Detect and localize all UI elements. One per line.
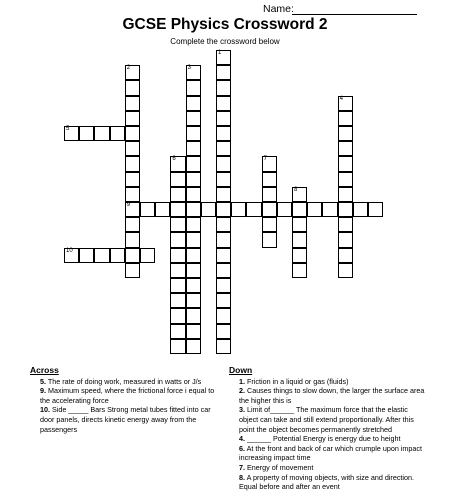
grid-cell[interactable] [186,172,201,187]
clue-text: Maximum speed, where the frictional force i equal to the accelerating force [40,386,215,405]
grid-cell[interactable] [292,187,307,202]
down-heading: Down [229,365,253,375]
grid-cell[interactable] [338,248,353,263]
grid-cell[interactable] [353,202,368,217]
grid-cell[interactable] [262,172,277,187]
grid-cell[interactable] [262,156,277,171]
grid-cell[interactable] [94,248,109,263]
clue-number-label: 10 [66,247,73,254]
grid-cell[interactable] [292,202,307,217]
grid-cell[interactable] [307,202,322,217]
grid-cell[interactable] [79,248,94,263]
down-clue [229,377,429,387]
grid-cell[interactable] [170,308,185,323]
down-clue [229,473,429,492]
clue-number-label: 7 [263,156,267,163]
grid-cell[interactable] [338,126,353,141]
grid-cell[interactable] [125,217,140,232]
grid-cell[interactable] [216,293,231,308]
grid-cell[interactable] [170,278,185,293]
name-label: Name: [263,3,294,15]
clue-number-label: 8 [294,186,298,193]
grid-cell[interactable] [216,217,231,232]
grid-cell[interactable] [64,126,79,141]
clue-text: ______ Potential Energy is energy due to height [247,434,401,444]
grid-cell[interactable] [201,202,216,217]
grid-cell[interactable] [125,111,140,126]
grid-cell[interactable] [125,96,140,111]
grid-cell[interactable] [186,187,201,202]
grid-cell[interactable] [125,141,140,156]
grid-cell[interactable] [262,202,277,217]
across-clue [30,405,215,434]
clue-number-label: 5 [66,126,70,132]
grid-cell[interactable] [292,217,307,232]
down-clues [229,366,429,492]
grid-cell[interactable] [322,202,337,217]
grid-cell[interactable] [186,308,201,323]
grid-cell[interactable] [277,202,292,217]
grid-cell[interactable] [216,111,231,126]
grid-cell[interactable] [170,156,185,171]
grid-cell[interactable] [140,202,155,217]
clue-number: 1. [239,376,245,386]
grid-cell[interactable] [125,232,140,247]
clue-number: 8. [239,472,245,482]
grid-cell[interactable] [110,126,125,141]
grid-cell[interactable] [170,172,185,187]
across-clues [30,366,215,434]
clue-text: Limit of______ The maximum force that the elastic object can take and still extend proportionally. After this point the object becomes permanently stretched [239,405,414,434]
grid-cell[interactable] [338,141,353,156]
grid-cell[interactable] [216,278,231,293]
clue-text: Energy of movement [247,462,314,472]
grid-cell[interactable] [125,263,140,278]
grid-cell[interactable] [338,217,353,232]
grid-cell[interactable] [125,202,140,217]
grid-cell[interactable] [186,65,201,80]
grid-cell[interactable] [170,187,185,202]
clue-number: 7. [239,462,245,472]
grid-cell[interactable] [262,187,277,202]
grid-cell[interactable] [216,96,231,111]
grid-cell[interactable] [186,278,201,293]
grid-cell[interactable] [186,217,201,232]
across-clue [30,377,215,387]
grid-cell[interactable] [186,324,201,339]
clue-number-label: 4 [339,95,343,102]
grid-cell[interactable] [338,263,353,278]
grid-cell[interactable] [110,248,125,263]
grid-cell[interactable] [125,126,140,141]
across-heading: Across [30,365,59,375]
grid-cell[interactable] [262,217,277,232]
clue-number-label: 6 [172,156,176,163]
clue-number: 6. [239,443,245,453]
down-clue [229,434,429,444]
grid-cell[interactable] [216,339,231,354]
grid-cell[interactable] [125,156,140,171]
grid-cell[interactable] [262,232,277,247]
clue-number: 3. [239,405,245,415]
grid-cell[interactable] [170,324,185,339]
clue-number-label: 9 [126,202,131,208]
down-clue [229,386,429,405]
grid-cell[interactable] [186,232,201,247]
clue-text: Side _____ Bars Strong metal tubes fitted into car door panels, directs kinetic energy away from the passengers [40,405,211,434]
clue-text: A property of moving objects, with size and direction. Equal before and after an event [239,472,415,492]
clue-number: 10. [40,405,50,415]
grid-cell[interactable] [216,248,231,263]
grid-cell[interactable] [155,202,170,217]
grid-cell[interactable] [216,141,231,156]
grid-cell[interactable] [216,308,231,323]
grid-cell[interactable] [170,248,185,263]
clue-text: Causes things to slow down, the larger the surface area the higher this is [239,386,425,405]
grid-cell[interactable] [368,202,383,217]
grid-cell[interactable] [94,126,109,141]
clue-text: The rate of doing work, measured in watts or J/s [47,376,202,386]
grid-cell[interactable] [186,263,201,278]
grid-cell[interactable] [216,50,231,65]
grid-cell[interactable] [216,232,231,247]
grid-cell[interactable] [216,263,231,278]
grid-cell[interactable] [338,202,353,217]
grid-cell[interactable] [338,172,353,187]
clue-number-label: 3 [187,65,191,72]
page-title: GCSE Physics Crossword 2 [122,16,328,33]
grid-cell[interactable] [216,126,231,141]
grid-cell[interactable] [338,111,353,126]
clue-number-label: 1 [218,50,222,56]
grid-cell[interactable] [125,65,140,80]
grid-cell[interactable] [186,202,201,217]
grid-cell[interactable] [170,293,185,308]
grid-cell[interactable] [125,80,140,95]
down-clue [229,405,429,434]
clue-number: 9. [40,386,46,396]
grid-cell[interactable] [64,248,79,263]
down-clue [229,444,429,463]
grid-cell[interactable] [292,232,307,247]
grid-cell[interactable] [170,339,185,354]
grid-cell[interactable] [170,232,185,247]
grid-cell[interactable] [216,156,231,171]
grid-cell[interactable] [186,111,201,126]
clue-number: 4. [239,434,245,444]
clue-number-label: 2 [126,65,131,72]
grid-cell[interactable] [231,202,246,217]
grid-cell[interactable] [216,202,231,217]
grid-cell[interactable] [186,339,201,354]
grid-cell[interactable] [216,324,231,339]
grid-cell[interactable] [216,187,231,202]
grid-cell[interactable] [186,141,201,156]
clue-number: 5. [40,376,46,386]
grid-cell[interactable] [186,156,201,171]
grid-cell[interactable] [170,263,185,278]
clue-text: At the front and back of car which crumple upon impact increasing impact time [239,443,422,463]
grid-cell[interactable] [186,96,201,111]
page-subtitle: Complete the crossword below [170,37,280,46]
grid-cell[interactable] [170,202,185,217]
grid-cell[interactable] [186,248,201,263]
grid-cell[interactable] [216,172,231,187]
grid-cell[interactable] [140,248,155,263]
grid-cell[interactable] [79,126,94,141]
grid-cell[interactable] [338,156,353,171]
grid-cell[interactable] [125,187,140,202]
grid-cell[interactable] [186,293,201,308]
clue-number: 2. [239,386,245,396]
grid-cell[interactable] [292,263,307,278]
across-clue [30,386,215,405]
grid-cell[interactable] [338,96,353,111]
clue-text: Friction in a liquid or gas (fluids) [247,376,349,386]
grid-cell[interactable] [186,80,201,95]
grid-cell[interactable] [186,126,201,141]
grid-cell[interactable] [170,217,185,232]
grid-cell[interactable] [292,248,307,263]
grid-cell[interactable] [125,172,140,187]
grid-cell[interactable] [216,80,231,95]
grid-cell[interactable] [338,187,353,202]
grid-cell[interactable] [125,248,140,263]
grid-cell[interactable] [216,65,231,80]
grid-cell[interactable] [338,232,353,247]
grid-cell[interactable] [246,202,261,217]
down-clue [229,463,429,473]
